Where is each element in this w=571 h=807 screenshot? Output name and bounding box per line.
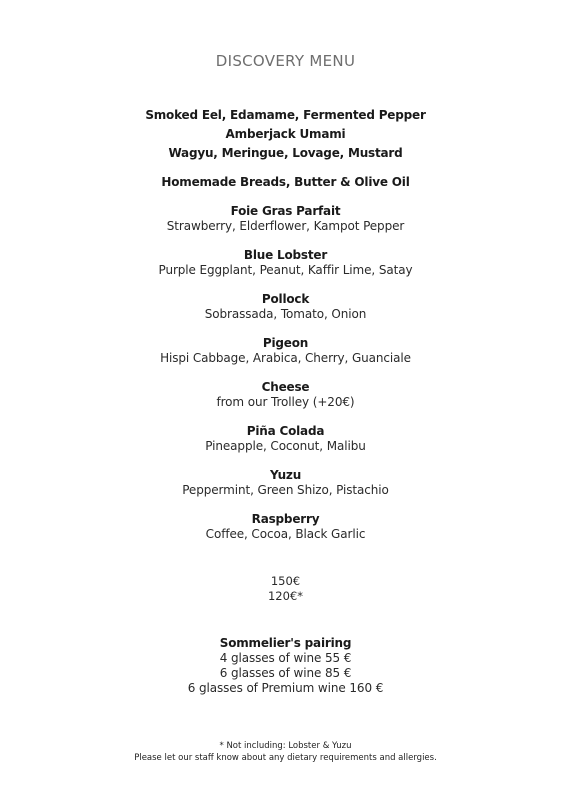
- course-desc-cheese: from our Trolley (+20€): [216, 395, 355, 409]
- price-reduced: 120€*: [267, 589, 304, 603]
- course-desc-foie-gras: Strawberry, Elderflower, Kampot Pepper: [166, 219, 405, 233]
- course-name-blue-lobster: Blue Lobster: [243, 248, 328, 262]
- pairing-option-1: 4 glasses of wine 55 €: [219, 651, 352, 665]
- course-name-pina-colada: Piña Colada: [246, 424, 325, 438]
- pairing-option-3: 6 glasses of Premium wine 160 €: [187, 681, 384, 695]
- course-desc-pollock: Sobrassada, Tomato, Onion: [204, 307, 367, 321]
- amuse-item-3: Wagyu, Meringue, Lovage, Mustard: [168, 146, 403, 160]
- footnote-dietary: Please let our staff know about any dietary requirements and allergies.: [134, 753, 437, 763]
- course-name-pigeon: Pigeon: [262, 336, 309, 350]
- course-name-pollock: Pollock: [261, 292, 310, 306]
- course-name-raspberry: Raspberry: [251, 512, 320, 526]
- breads-item: Homemade Breads, Butter & Olive Oil: [161, 175, 410, 189]
- amuse-item-2: Amberjack Umami: [225, 127, 346, 141]
- price-full: 150€: [270, 574, 301, 588]
- footnote-exclusion: * Not including: Lobster & Yuzu: [219, 741, 352, 751]
- course-desc-yuzu: Peppermint, Green Shizo, Pistachio: [182, 483, 389, 497]
- course-name-cheese: Cheese: [261, 380, 310, 394]
- pairing-title: Sommelier's pairing: [219, 636, 352, 650]
- course-desc-pina-colada: Pineapple, Coconut, Malibu: [205, 439, 366, 453]
- course-desc-blue-lobster: Purple Eggplant, Peanut, Kaffir Lime, Satay: [158, 263, 413, 277]
- pairing-option-2: 6 glasses of wine 85 €: [219, 666, 352, 680]
- amuse-item-1: Smoked Eel, Edamame, Fermented Pepper: [145, 108, 426, 122]
- course-desc-raspberry: Coffee, Cocoa, Black Garlic: [205, 527, 366, 541]
- course-name-foie-gras: Foie Gras Parfait: [230, 204, 341, 218]
- menu-title: DISCOVERY MENU: [215, 52, 356, 70]
- course-name-yuzu: Yuzu: [269, 468, 302, 482]
- course-desc-pigeon: Hispi Cabbage, Arabica, Cherry, Guanciale: [160, 351, 411, 365]
